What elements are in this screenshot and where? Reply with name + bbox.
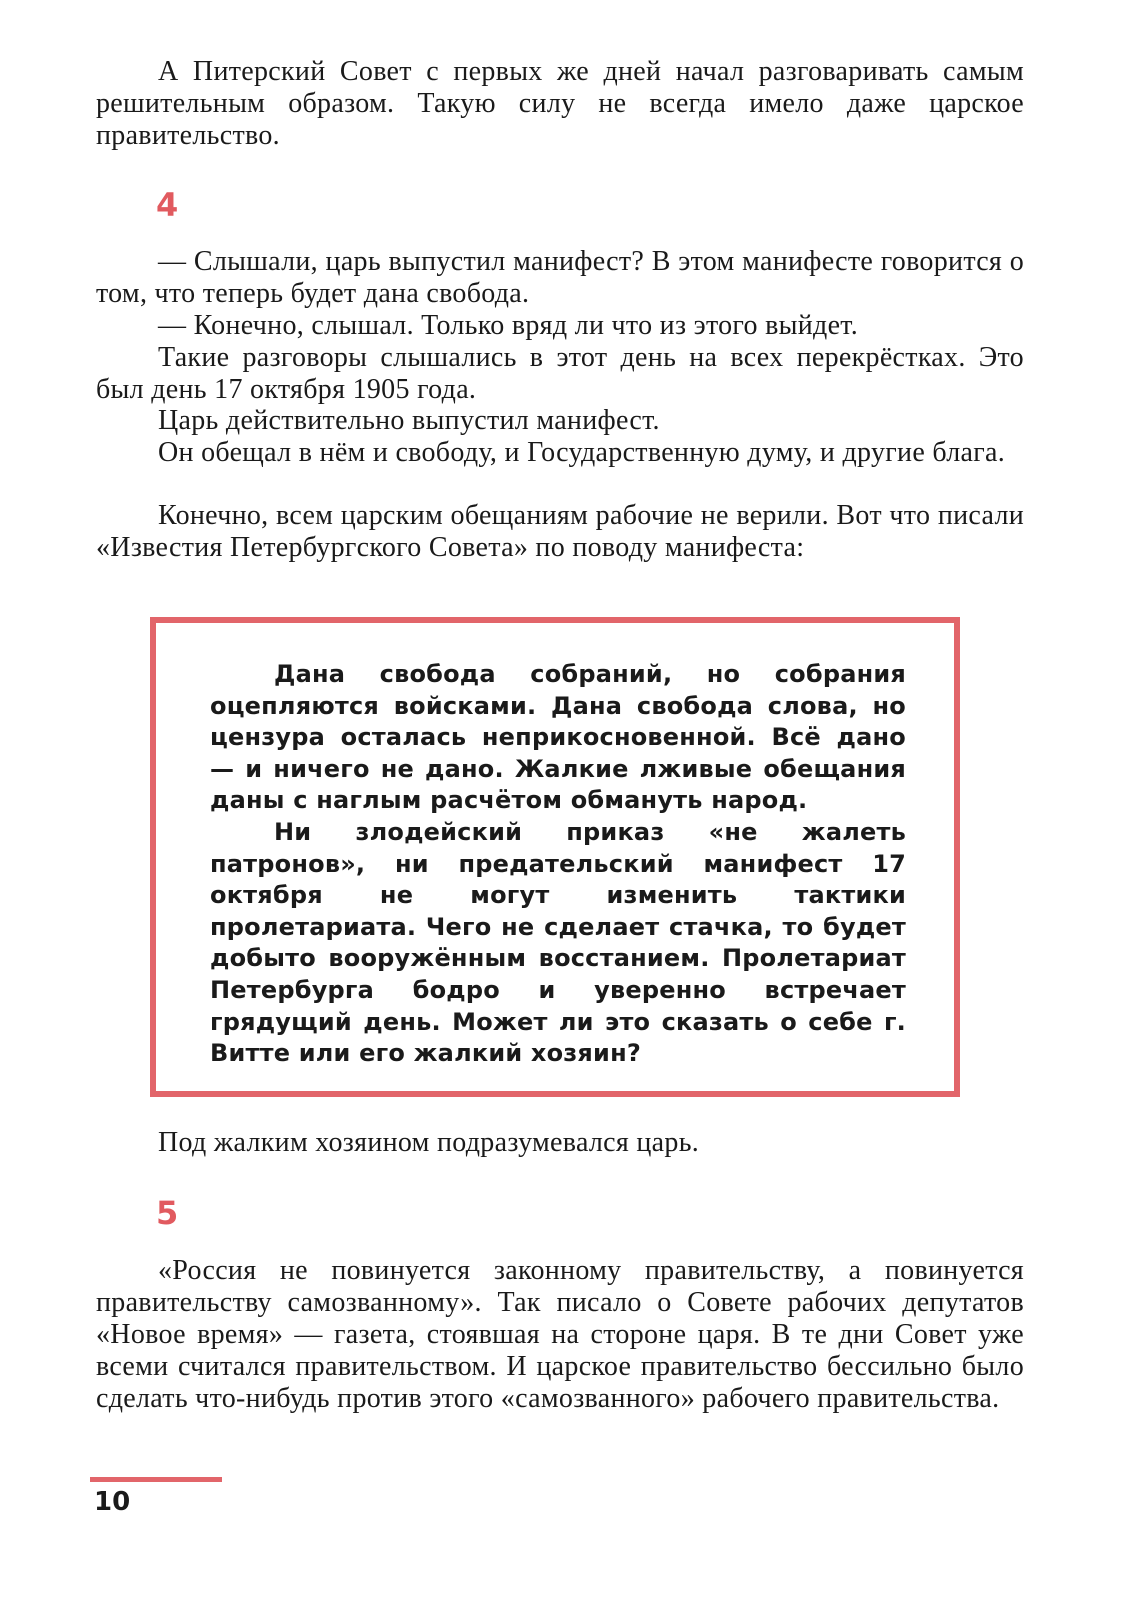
body-paragraph: Конечно, всем царским обещаниям рабочие не верили. Вот что писали «Известия Петербургского Совета» по поводу манифеста: (96, 500, 1024, 563)
quote-paragraph-1: Дана свобода собраний, но собрания оцепляются войсками. Дана свобода слова, но цензура осталась неприкосновенной. Всё дано — и ничего не дано. Жалкие лживые обещания даны с наглым расчётом обмануть народ. (210, 660, 906, 815)
body-paragraph: Он обещал в нём и свободу, и Государственную думу, и другие блага. (158, 437, 1006, 468)
page-number: 10 (94, 1487, 131, 1517)
footer-rule (90, 1477, 222, 1482)
body-paragraph: «Россия не повинуется законному правительству, а повинуется правительству самозванному». Так писало о Совете рабочих депутатов «Новое время» — газета, стоявшая на стороне царя. В те дни Совет уже всеми считался правительством. И царское правительство бессильно было сделать что-нибудь против этого «самозванного» рабочего правительства. (96, 1255, 1024, 1414)
section-number-4: 4 (156, 186, 179, 224)
after-quote-paragraph: Под жалким хозяином подразумевался царь. (158, 1127, 700, 1158)
intro-paragraph: А Питерский Совет с первых же дней начал разговаривать самым решительным образом. Такую силу не всегда имело даже царское правительство. (96, 56, 1024, 151)
dialogue-line-1: — Слышали, царь выпустил манифест? В этом манифесте говорится о том, что теперь будет дана свобода. (96, 246, 1024, 309)
dialogue-line-2: — Конечно, слышал. Только вряд ли что из этого выйдет. (158, 310, 859, 341)
section-number-5: 5 (156, 1194, 179, 1232)
body-paragraph: Такие разговоры слышались в этот день на всех перекрёстках. Это был день 17 октября 1905 года. (96, 342, 1024, 405)
body-paragraph: Царь действительно выпустил манифест. (158, 405, 660, 436)
quote-box (150, 617, 960, 1097)
quote-paragraph-2: Ни злодейский приказ «не жалеть патронов», ни предательский манифест 17 октября не могут изменить тактики пролетариата. Чего не сделает стачка, то будет добыто вооружённым восстанием. Пролетариат Петербурга бодро и уверенно встречает грядущий день. Может ли это сказать о себе г. Витте или его жалкий хозяин? (210, 817, 906, 1068)
